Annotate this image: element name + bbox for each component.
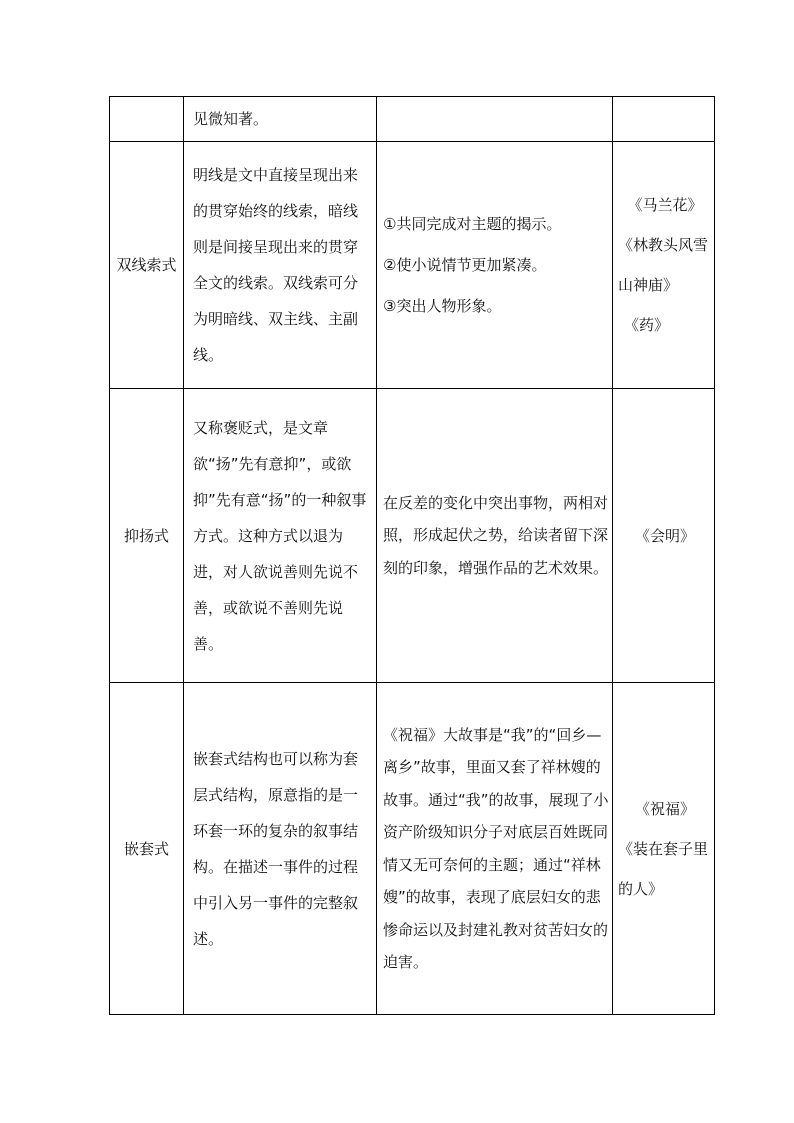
effect-cell (377, 389, 613, 683)
effect-cell (377, 683, 613, 1015)
description-cell (184, 97, 377, 142)
description-text: 明线是文中直接呈现出来的贯穿始终的线索，暗线则是间接呈现出来的贯穿全文的线索。双线索可分为明暗线、双主线、主副线。 (193, 166, 359, 364)
effect-text: 《祝福》大故事是“我”的“回乡—离乡”故事，里面又套了祥林嫂的故事。通过“我”的故事，展现了小资产阶级知识分子对底层百姓既同情又无可奈何的主题；通过“祥林嫂”的故事，表现了底层妇女的悲惨命运以及封建礼教对贫苦妇女的迫害。 (383, 725, 609, 971)
table-row (110, 142, 715, 389)
effect-text: 在反差的变化中突出事物，两相对照，形成起伏之势，给读者留下深刻的印象，增强作品的艺术效果。 (383, 493, 609, 577)
examples-cell (613, 683, 715, 1015)
type-name: 双线索式 (116, 256, 177, 274)
example-work: 《林教头风雪山神庙》 (618, 236, 709, 294)
type-name: 嵌套式 (123, 840, 169, 858)
table-row (110, 683, 715, 1015)
type-cell (110, 142, 184, 389)
description-cell (184, 389, 377, 683)
description-text: 见微知著。 (193, 110, 269, 128)
type-name: 抑扬式 (123, 527, 169, 545)
table-row (110, 389, 715, 683)
description-cell (184, 683, 377, 1015)
description-text: 嵌套式结构也可以称为套层式结构，原意指的是一环套一环的复杂的叙事结构。在描述一事件的过程中引入另一事件的完整叙述。 (193, 749, 359, 948)
type-cell (110, 683, 184, 1015)
description-cell (184, 142, 377, 389)
description-text: 又称褒贬式，是文章欲“扬”先有意抑”，或欲抑”先有意“扬”的一种叙事方式。这种方式以退为进，对人欲说善则先说不善，或欲说不善则先说善。 (193, 418, 367, 653)
effect-text: ①共同完成对主题的揭示。 ②使小说情节更加紧凑。 ③突出人物形象。 (383, 214, 562, 315)
example-work: 《会明》 (634, 527, 695, 545)
table-row (110, 97, 715, 142)
examples-cell (613, 389, 715, 683)
effect-cell (377, 142, 613, 389)
type-cell (110, 389, 184, 683)
example-work: 《药》 (624, 316, 670, 334)
example-work: 《装在套子里的人》 (618, 839, 709, 898)
examples-cell (613, 97, 715, 142)
example-work: 《马兰花》 (627, 196, 703, 214)
effect-cell (377, 97, 613, 142)
structure-table (109, 96, 715, 1015)
type-cell (110, 97, 184, 142)
examples-cell (613, 142, 715, 389)
example-work: 《祝福》 (634, 799, 695, 818)
